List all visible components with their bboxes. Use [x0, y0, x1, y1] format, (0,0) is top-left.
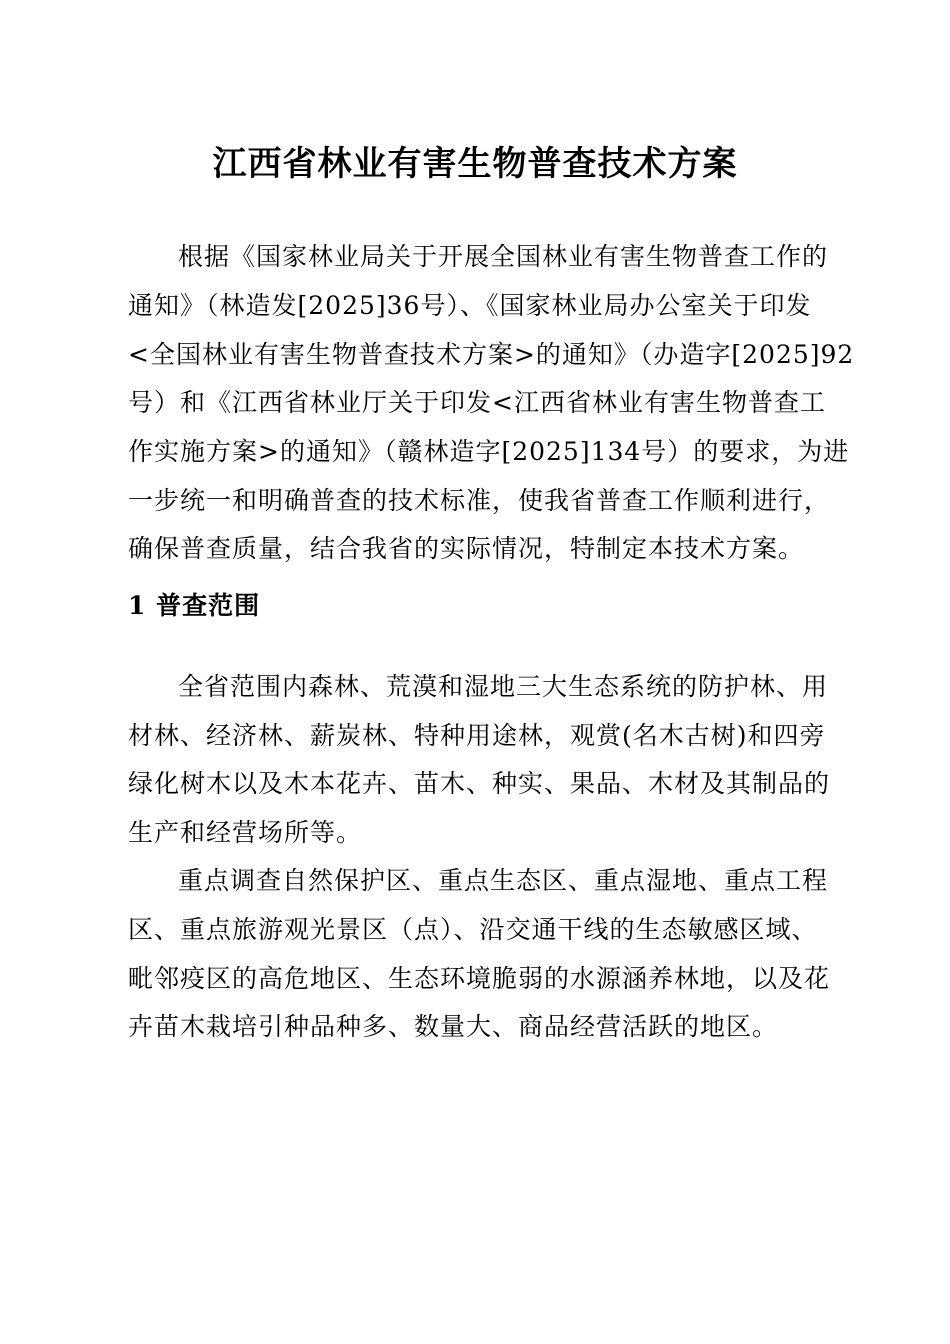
intro-line: <全国林业有害生物普查技术方案>的通知》（办造字[2025]92 — [128, 340, 855, 369]
paragraph-line: 材林、经济林、薪炭林、特种用途林，观赏(名木古树)和四旁 — [128, 721, 826, 750]
intro-line: 作实施方案>的通知》（赣林造字[2025]134号）的要求，为进 — [128, 437, 850, 466]
intro-line: 确保普查质量，结合我省的实际情况，特制定本技术方案。 — [128, 534, 805, 563]
intro-line: 通知》（林造发[2025]36号）、《国家林业局办公室关于印发 — [128, 291, 812, 320]
paragraph-line: 绿化树木以及木本花卉、苗木、种实、果品、木材及其制品的 — [128, 769, 831, 798]
intro-line: 号）和《江西省林业厅关于印发<江西省林业有害生物普查工 — [128, 388, 826, 417]
paragraph-line: 生产和经营场所等。 — [128, 818, 363, 847]
document-title: 江西省林业有害生物普查技术方案 — [212, 144, 738, 184]
intro-line: 一步统一和明确普查的技术标准，使我省普查工作顺利进行， — [128, 486, 831, 515]
paragraph-line: 全省范围内森林、荒漠和湿地三大生态系统的防护林、用 — [178, 672, 829, 701]
section-heading: 1 普查范围 — [128, 591, 261, 620]
paragraph-line: 重点调查自然保护区、重点生态区、重点湿地、重点工程 — [178, 866, 829, 895]
paragraph-line: 卉苗木栽培引种品种多、数量大、商品经营活跃的地区。 — [128, 1012, 779, 1041]
paragraph-line: 区、重点旅游观光景区（点）、沿交通干线的生态敏感区域、 — [128, 915, 818, 944]
intro-line: 根据《国家林业局关于开展全国林业有害生物普查工作的 — [178, 242, 829, 271]
paragraph-line: 毗邻疫区的高危地区、生态环境脆弱的水源涵养林地，以及花 — [128, 964, 831, 993]
